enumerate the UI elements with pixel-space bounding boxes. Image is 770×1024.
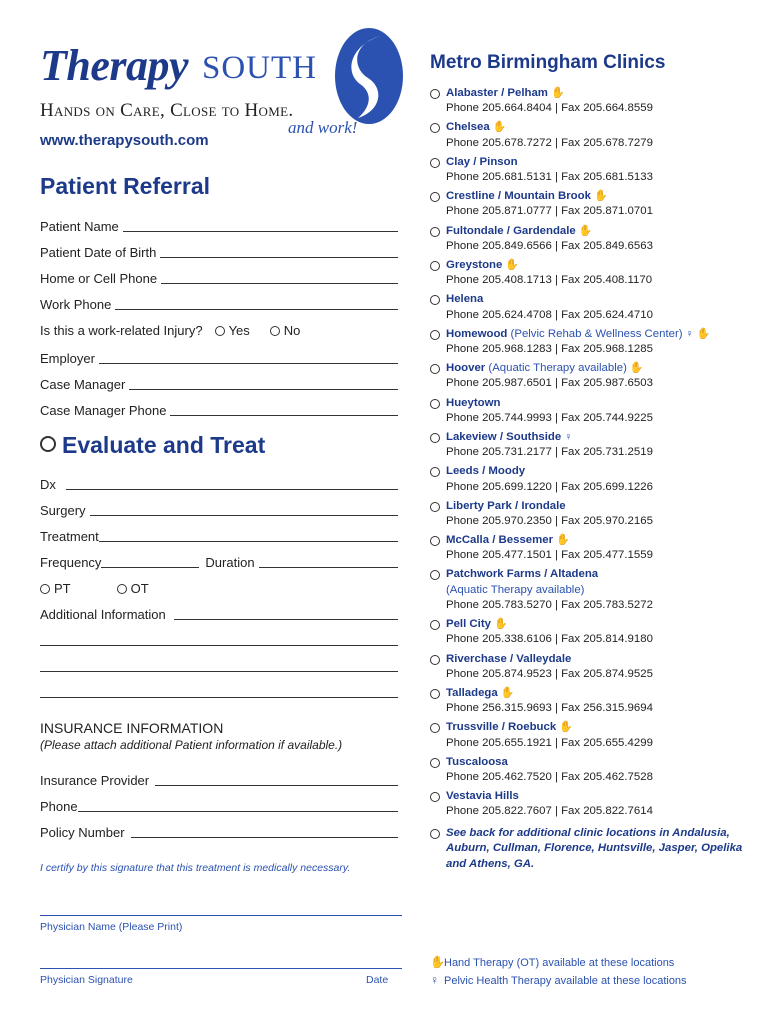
clinic-radio[interactable] [430, 536, 440, 546]
clinic-phone: Phone 205.462.7520 | Fax 205.462.7528 [446, 771, 653, 784]
clinic-phone: Phone 205.987.6501 | Fax 205.987.6503 [446, 377, 653, 390]
patient-referral-title: Patient Referral [40, 173, 211, 199]
clinic-radio[interactable] [430, 689, 440, 699]
pt-radio[interactable] [40, 584, 50, 594]
clinic-service-icon: ♀ [564, 430, 573, 443]
clinic-note: (Aquatic Therapy available) [485, 362, 627, 375]
clinic-radio[interactable] [430, 261, 440, 271]
clinic-phone: Phone 205.681.5131 | Fax 205.681.5133 [446, 171, 653, 184]
patient-name-field[interactable]: Patient Name [40, 218, 398, 234]
clinic-phone: Phone 205.744.9993 | Fax 205.744.9225 [446, 411, 653, 424]
clinic-service-icon: ✋ [493, 618, 508, 631]
logo-south-text: SOUTH [202, 50, 318, 86]
case-manager-phone-field[interactable]: Case Manager Phone [40, 402, 398, 418]
dx-field[interactable]: Dx [40, 476, 398, 492]
clinic-name: Pell City [446, 618, 491, 631]
clinic-phone: Phone 205.338.6106 | Fax 205.814.9180 [446, 633, 653, 646]
female-symbol-icon: ♀ [430, 973, 439, 987]
clinic-name: Greystone [446, 258, 503, 271]
clinic-name: Vestavia Hills [446, 790, 519, 803]
clinic-item [430, 155, 750, 186]
clinic-service-icon: ✋ [593, 190, 608, 203]
clinic-item [430, 686, 750, 717]
additional-info-line-1[interactable] [40, 645, 398, 646]
clinic-item [430, 567, 750, 613]
clinic-name: Helena [446, 293, 484, 306]
evaluate-radio[interactable] [40, 436, 56, 452]
clinic-item [430, 189, 750, 220]
frequency-duration-row [40, 554, 398, 570]
treatment-field[interactable]: Treatment [40, 528, 398, 544]
date-label: Date [366, 974, 389, 986]
policy-number-field[interactable]: Policy Number [40, 824, 398, 840]
clinic-phone: Phone 256.315.9693 | Fax 256.315.9694 [446, 702, 653, 715]
clinic-name: Leeds / Moody [446, 465, 526, 478]
clinic-item [430, 464, 750, 495]
duration-label: Duration [205, 555, 255, 570]
clinic-phone: Phone 205.699.1220 | Fax 205.699.1226 [446, 480, 653, 493]
clinics-title: Metro Birmingham Clinics [430, 52, 666, 73]
clinic-radio[interactable] [430, 502, 440, 512]
legend-hand-therapy: ✋Hand Therapy (OT) available at these locations [430, 955, 675, 969]
clinic-name: Alabaster / Pelham [446, 87, 548, 99]
website-link[interactable]: www.therapysouth.com [40, 132, 209, 149]
logo [40, 36, 402, 137]
clinic-name: Clay / Pinson [446, 155, 518, 168]
clinic-phone: Phone 205.678.7272 | Fax 205.678.7279 [446, 136, 653, 149]
clinic-phone: Phone 205.874.9523 | Fax 205.874.9525 [446, 667, 653, 680]
patient-dob-field[interactable]: Patient Date of Birth [40, 244, 398, 260]
clinics-list [430, 52, 750, 872]
clinic-name: Homewood [446, 327, 508, 340]
clinic-item [430, 755, 750, 786]
logo-tagline: Hands on Care, Close to Home. [40, 100, 294, 121]
additional-info-line-3[interactable] [40, 697, 398, 698]
clinic-service-icon: ✋ [492, 121, 507, 134]
clinic-service-icon: ✋ [629, 362, 644, 375]
physician-signature-line[interactable] [40, 968, 402, 969]
clinic-item [430, 396, 750, 427]
clinic-item [430, 430, 750, 461]
ot-option[interactable]: OT [117, 581, 149, 596]
clinic-name: Tuscaloosa [446, 755, 508, 768]
clinic-phone: Phone 205.783.5270 | Fax 205.783.5272 [446, 599, 653, 612]
clinic-name: Liberty Park / Irondale [446, 499, 566, 512]
clinic-radio[interactable] [430, 295, 440, 305]
clinic-service-icon: ✋ [505, 258, 520, 271]
clinic-item [430, 617, 750, 648]
clinic-phone: Phone 205.655.1921 | Fax 205.655.4299 [446, 736, 653, 749]
legend-pelvic-health: ♀ Pelvic Health Therapy available at these locations [430, 973, 687, 987]
clinic-item [430, 652, 750, 683]
clinic-radio[interactable] [430, 123, 440, 133]
clinic-item [430, 499, 750, 530]
clinic-phone: Phone 205.822.7607 | Fax 205.822.7614 [446, 805, 653, 818]
clinic-radio[interactable] [430, 655, 440, 665]
clinic-service-icon: ✋ [556, 534, 570, 547]
surgery-field[interactable]: Surgery [40, 502, 398, 518]
insurance-subtitle: (Please attach additional Patient information if available.) [40, 738, 343, 752]
clinic-radio[interactable] [430, 723, 440, 733]
insurance-phone-field[interactable]: Phone [40, 798, 398, 814]
clinic-phone: Phone 205.408.1713 | Fax 205.408.1170 [446, 274, 653, 287]
clinic-name: Crestline / Mountain Brook [446, 190, 591, 203]
physician-signature-label: Physician Signature [40, 974, 133, 986]
clinic-item [430, 120, 750, 151]
additional-info-field[interactable]: Additional Information [40, 606, 398, 622]
insurance-provider-field[interactable]: Insurance Provider [40, 772, 398, 788]
no-radio[interactable] [270, 326, 280, 336]
clinic-name: Patchwork Farms / Altadena [446, 568, 599, 581]
clinic-name: Trussville / Roebuck [446, 721, 557, 734]
clinic-item [430, 258, 750, 289]
clinic-phone: Phone 205.477.1501 | Fax 205.477.1559 [446, 549, 653, 562]
frequency-label: Frequency [40, 555, 102, 570]
work-injury-question: Is this a work-related Injury? Yes No [40, 323, 301, 338]
additional-info-line-2[interactable] [40, 671, 398, 672]
clinic-note: (Pelvic Rehab & Wellness Center) [507, 327, 683, 340]
yes-radio[interactable] [215, 326, 225, 336]
clinic-item [430, 327, 750, 358]
employer-field[interactable]: Employer [40, 350, 398, 366]
frequency-input[interactable] [101, 567, 199, 568]
no-option[interactable]: No [270, 323, 301, 338]
home-phone-field[interactable]: Home or Cell Phone [40, 270, 398, 286]
clinic-phone: Phone 205.871.0777 | Fax 205.871.0701 [446, 205, 653, 218]
clinic-phone: Phone 205.731.2177 | Fax 205.731.2519 [446, 446, 653, 459]
clinic-service-icon: ✋ [500, 686, 515, 699]
clinic-name: Hoover [446, 362, 486, 375]
clinic-phone: Phone 205.849.6566 | Fax 205.849.6563 [446, 239, 653, 252]
insurance-title: INSURANCE INFORMATION [40, 720, 224, 736]
certify-statement: I certify by this signature that this treatment is medically necessary. [40, 862, 351, 874]
clinic-radio[interactable] [430, 792, 440, 802]
clinic-radio[interactable] [430, 570, 440, 580]
duration-input[interactable] [259, 567, 398, 568]
clinic-service-icon: ♀ ✋ [685, 327, 711, 340]
ot-radio[interactable] [117, 584, 127, 594]
logo-and-work: and work! [288, 118, 358, 137]
clinic-phone: Phone 205.664.8404 | Fax 205.664.8559 [446, 102, 653, 115]
clinic-name: Chelsea [446, 121, 490, 134]
clinic-phone: Phone 205.624.4708 | Fax 205.624.4710 [446, 308, 653, 321]
clinic-item [430, 292, 750, 323]
clinic-service-icon: ✋ [559, 721, 573, 734]
clinic-phone: Phone 205.968.1283 | Fax 205.968.1285 [446, 343, 653, 356]
clinic-radio[interactable] [430, 330, 440, 340]
clinic-phone: Phone 205.970.2350 | Fax 205.970.2165 [446, 514, 653, 527]
clinic-item [430, 533, 750, 564]
case-manager-field[interactable]: Case Manager [40, 376, 398, 392]
see-back-note: See back for additional clinic locations in Andalusia, Auburn, Cullman, Florence, Huntsville, Jasper, Opelika and Athens, GA. [430, 826, 750, 873]
clinic-name: Riverchase / Valleydale [446, 652, 572, 665]
clinic-radio[interactable] [430, 227, 440, 237]
clinic-radio[interactable] [430, 158, 440, 168]
clinic-item [430, 224, 750, 255]
pt-ot-row [40, 580, 398, 596]
clinic-radio[interactable] [430, 467, 440, 477]
physician-name-label: Physician Name (Please Print) [40, 921, 183, 933]
clinic-item [430, 720, 750, 751]
clinic-name: Lakeview / Southside [446, 430, 562, 443]
clinic-radio[interactable] [430, 364, 440, 374]
see-back-radio [430, 829, 440, 839]
evaluate-and-treat-title[interactable]: Evaluate and Treat [40, 432, 265, 459]
logo-therapy-text: Therapy [40, 41, 189, 90]
clinic-service-icon: ✋ [578, 224, 593, 237]
clinic-service-icon: ✋ [550, 87, 565, 99]
clinic-radio[interactable] [430, 620, 440, 630]
clinic-item [430, 86, 750, 117]
clinic-radio[interactable] [430, 433, 440, 443]
clinic-radio[interactable] [430, 89, 440, 99]
clinic-name: McCalla / Bessemer [446, 534, 554, 547]
clinic-name: Fultondale / Gardendale [446, 224, 576, 237]
clinic-name: Hueytown [446, 396, 501, 409]
clinic-radio[interactable] [430, 758, 440, 768]
clinic-item [430, 361, 750, 392]
physician-name-line[interactable] [40, 915, 402, 916]
logo-s-mark-icon [332, 26, 406, 126]
yes-option[interactable]: Yes [215, 323, 250, 338]
clinic-name: Talladega [446, 686, 498, 699]
work-phone-field[interactable]: Work Phone [40, 296, 398, 312]
clinic-subnote: (Aquatic Therapy available) [446, 583, 585, 596]
pt-option[interactable]: PT [40, 581, 71, 596]
hand-icon: ✋ [430, 955, 445, 969]
clinic-radio[interactable] [430, 192, 440, 202]
clinic-radio[interactable] [430, 399, 440, 409]
clinic-item [430, 789, 750, 820]
